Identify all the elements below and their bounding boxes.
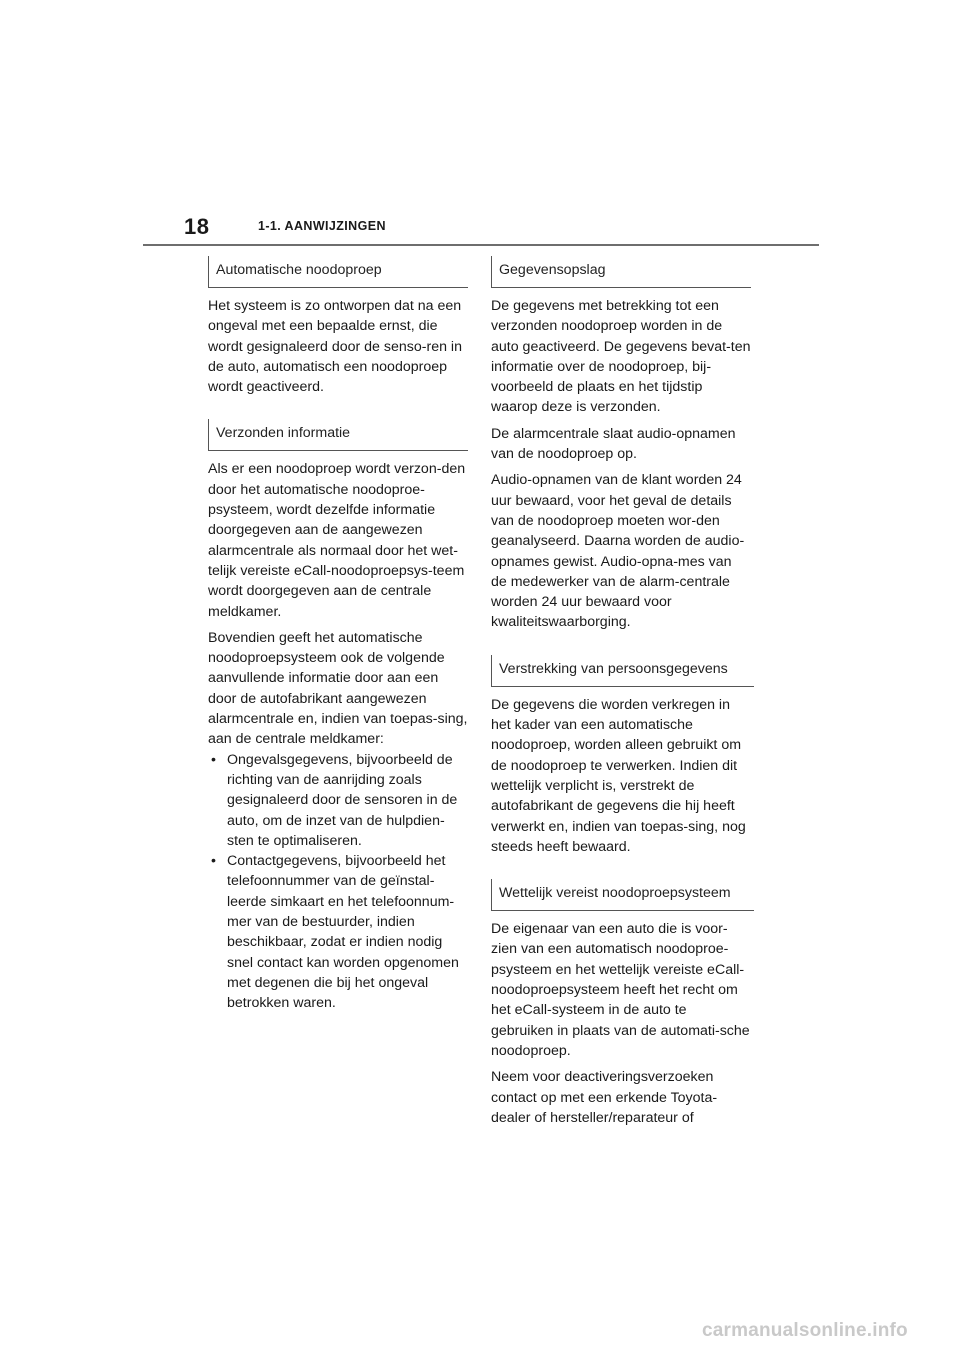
heading-verstrekking-persoonsgegevens: Verstrekking van persoonsgegevens [491, 655, 754, 687]
paragraph: Audio-opnamen van de klant worden 24 uur bewaard, voor het geval de details van de noodoproep moeten wor-den geanalyseerd. Daarna worden de audio-opnames gewist. Audio-opna-mes van de medewerker van de alarm-centrale worden 24 uur bewaard voor kwaliteitswaarborging. [491, 472, 745, 631]
section-title: 1-1. AANWIJZINGEN [258, 219, 386, 233]
paragraph: De gegevens die worden verkregen in het kader van een automatische noodoproep, worden alleen gebruikt om de noodoproep te verwerken. Indien dit wettelijk verplicht is, verstrekt de autofabrikant de gegevens die hij heeft verwerkt en, indien van toepas-sing, nog steeds heeft bewaard. [491, 696, 746, 855]
heading-wettelijk-vereist: Wettelijk vereist noodoproepsysteem [491, 879, 754, 911]
paragraph: De eigenaar van een auto die is voor-zien van een automatisch noodoproe-psysteem en het wettelijk vereiste eCall-noodoproepsysteem heeft het recht om het eCall-systeem in de auto te gebruiken in plaats van de automati-sche noodoproep. [491, 921, 750, 1059]
paragraph: Het systeem is zo ontworpen dat na een ongeval met een bepaalde ernst, die wordt gesignaleerd door de senso-ren in de auto, automatisch een noodoproep wordt geactiveerd. [208, 298, 462, 396]
right-column [491, 256, 751, 1134]
paragraph: De gegevens met betrekking tot een verzonden noodoproep worden in de auto geactiveerd. De gegevens bevat-ten informatie over de noodoproep, bij-voorbeeld de plaats en het tijdstip waarop deze is verzonden. [491, 298, 751, 416]
list-item: • Ongevalsgegevens, bijvoorbeeld de richting van de aanrijding zoals gesignaleerd door de sensoren in de auto, om de inzet van de hulpdien-sten te optimaliseren. [208, 750, 468, 851]
paragraph: De alarmcentrale slaat audio-opnamen van de noodoproep op. [491, 425, 736, 463]
left-column [208, 256, 468, 1014]
heading-verzonden-informatie: Verzonden informatie [208, 419, 468, 451]
heading-gegevensopslag: Gegevensopslag [491, 256, 751, 288]
page-number: 18 [184, 214, 210, 239]
paragraph: Bovendien geeft het automatische noodoproepsysteem ook de volgende aanvullende informatie door aan een door de autofabrikant aangewezen alarmcentrale en, indien van toepas-sing, aan de centrale meldkamer: [208, 629, 468, 748]
paragraph: Als er een noodoproep wordt verzon-den door het automatische noodoproe-psysteem, wordt dezelfde informatie doorgegeven aan de aangewezen alarmcentrale als normaal door het wet-telijk vereiste eCall-noodoproepsys-teem wordt doorgegeven aan de centrale meldkamer. [208, 461, 466, 620]
heading-automatische-noodoproep: Automatische noodoproep [208, 256, 468, 288]
header-divider [143, 244, 819, 246]
paragraph: Neem voor deactiveringsverzoeken contact op met een erkende Toyota-dealer of hersteller/reparateur of [491, 1069, 718, 1126]
bullet-list [208, 750, 468, 1014]
watermark: carmanualsonline.info [702, 1320, 908, 1341]
list-item: • Contactgegevens, bijvoorbeeld het telefoonnummer van de geïnstal-leerde simkaart en het telefoonnum-mer van de bestuurder, indien beschikbaar, zodat er indien nodig snel contact kan worden opgenomen met degenen die bij het ongeval betrokken waren. [208, 851, 468, 1013]
